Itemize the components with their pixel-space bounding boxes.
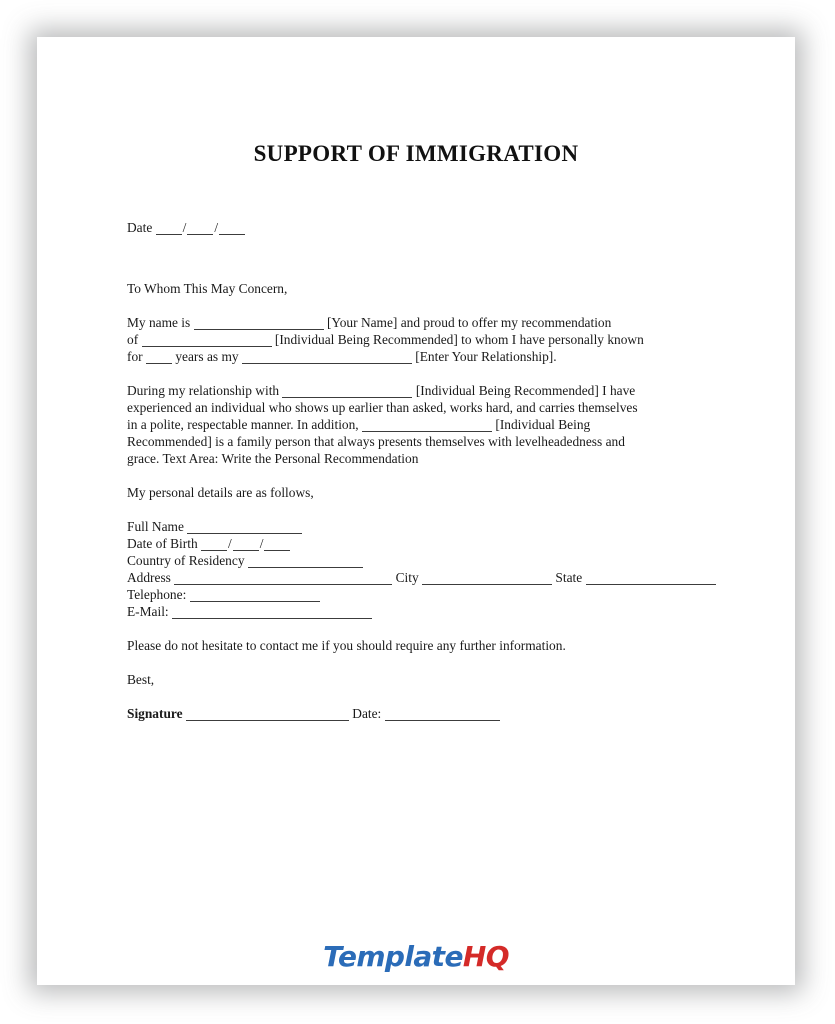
state-label: State [555,570,583,585]
individual-name-blank[interactable] [142,335,272,347]
signature-label: Signature [127,706,183,721]
recommendation-line-3-text-b: [Individual Being [495,417,591,432]
telephone-input-blank[interactable] [190,590,320,602]
spacer-after-closing-request [127,654,707,671]
dob-day-blank[interactable] [233,539,259,551]
your-name-blank[interactable] [194,318,324,330]
logo-text-hq: HQ [462,940,509,973]
intro-line-3-text-c: [Enter Your Relationship]. [415,349,557,364]
date-slash-2: / [214,220,219,235]
intro-line-3 [127,348,707,365]
telephone-label: Telephone: [127,587,187,602]
templatehq-logo [37,940,795,973]
spacer-after-date [127,236,707,280]
address-label: Address [127,570,171,585]
full-name-input-blank[interactable] [187,522,302,534]
spacer-after-intro [127,365,707,382]
date-label: Date [127,220,153,235]
email-input-blank[interactable] [172,607,372,619]
address-input-blank[interactable] [174,573,392,585]
country-of-residency-label: Country of Residency [127,553,245,568]
full-name-row [127,518,707,535]
individual-name-second-blank[interactable] [362,420,492,432]
spacer-after-salutation [127,297,707,314]
date-field-row [127,219,707,236]
logo-text-template: Template [323,940,463,973]
date-month-blank[interactable] [156,223,182,235]
intro-line-1-text-a: My name is [127,315,191,330]
signature-date-blank[interactable] [385,709,500,721]
closing-request: Please do not hesitate to contact me if you should require any further information. [127,638,566,653]
intro-line-2 [127,331,707,348]
signature-date-label: Date: [352,706,382,721]
intro-line-2-text-b: [Individual Being Recommended] to whom I have personally known [274,332,644,347]
recommendation-line-1 [127,382,707,399]
city-input-blank[interactable] [422,573,552,585]
spacer-after-details-heading [127,501,707,518]
recommendation-line-4: Recommended] is a family person that always presents themselves with levelheadedness and [127,434,625,449]
intro-line-3-text-a: for [127,349,143,364]
email-row [127,603,707,620]
recommendation-line-5: grace. Text Area: Write the Personal Recommendation [127,451,419,466]
date-of-birth-row [127,535,707,552]
recommendation-line-3-text-a: in a polite, respectable manner. In addition, [127,417,359,432]
intro-line-1 [127,314,707,331]
valediction: Best, [127,672,155,687]
date-year-blank[interactable] [219,223,245,235]
relationship-individual-blank[interactable] [282,386,412,398]
dob-slash-1: / [228,536,232,551]
date-day-blank[interactable] [187,223,213,235]
address-row [127,569,707,586]
telephone-row [127,586,707,603]
state-input-blank[interactable] [586,573,716,585]
dob-month-blank[interactable] [201,539,227,551]
dob-slash-2: / [259,536,264,551]
details-heading: My personal details are as follows, [127,485,314,500]
country-of-residency-row [127,552,707,569]
date-of-birth-label: Date of Birth [127,536,198,551]
personal-details-block [127,518,707,620]
country-of-residency-input-blank[interactable] [248,556,363,568]
email-label: E-Mail: [127,604,169,619]
signature-input-blank[interactable] [186,709,349,721]
date-slash-1: / [182,220,187,235]
spacer-after-valediction [127,688,707,705]
document-body [127,219,707,722]
intro-line-2-text-a: of [127,332,139,347]
city-label: City [395,570,419,585]
relationship-blank[interactable] [242,352,412,364]
document-page [37,37,795,985]
dob-year-blank[interactable] [264,539,290,551]
recommendation-line-1-text-a: During my relationship with [127,383,280,398]
years-known-blank[interactable] [146,352,172,364]
spacer-after-recommendation [127,467,707,484]
paragraph-recommendation [127,382,707,467]
spacer-after-details [127,620,707,637]
intro-line-1-text-b: [Your Name] and proud to offer my recommendation [326,315,612,330]
recommendation-line-2: experienced an individual who shows up earlier than asked, works hard, and carries themselves [127,400,638,415]
recommendation-line-1-text-b: [Individual Being Recommended] I have [415,383,636,398]
recommendation-line-3 [127,416,707,433]
intro-line-3-text-b: years as my [175,349,239,364]
full-name-label: Full Name [127,519,184,534]
signature-row [127,705,707,722]
salutation: To Whom This May Concern, [127,281,288,296]
page-title: SUPPORT OF IMMIGRATION [253,141,579,166]
paragraph-introduction [127,314,707,365]
